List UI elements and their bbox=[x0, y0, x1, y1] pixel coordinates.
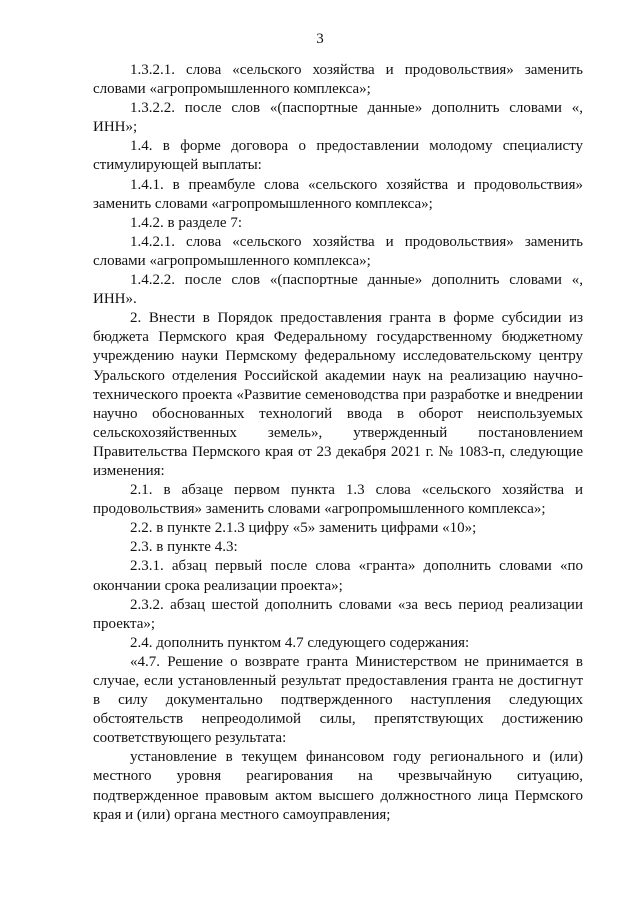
paragraph-2-3-1: 2.3.1. абзац первый после слова «гранта» дополнить словами «по окончании срока реализации проекта»; bbox=[93, 558, 583, 594]
paragraph-2-1: 2.1. в абзаце первом пункта 1.3 слова «сельского хозяйства и продовольствия» заменить словами «агропромышленного комплекса»; bbox=[93, 482, 583, 518]
paragraph-4-7: «4.7. Решение о возврате гранта Министерством не принимается в случае, если установленный результат предоставления гранта не достигнут в силу документально подтвержденного наступления следующих обстоятельств непреодолимой силы, препятствующих достижению соответствующего результата: bbox=[93, 653, 583, 747]
paragraph-1-4: 1.4. в форме договора о предоставлении молодому специалисту стимулирующей выплаты: bbox=[93, 138, 583, 174]
paragraph-emergency-regime: установление в текущем финансовом году регионального и (или) местного уровня реагирования на чрезвычайную ситуацию, подтвержденное правовым актом высшего должностного лица Пермского края и (или) органа местного самоуправления; bbox=[93, 749, 583, 823]
paragraph-2-3: 2.3. в пункте 4.3: bbox=[130, 539, 238, 556]
document-body bbox=[93, 61, 583, 825]
paragraph-1-3-2-2: 1.3.2.2. после слов «(паспортные данные» дополнить словами «, ИНН»; bbox=[93, 100, 583, 136]
paragraph-2-2: 2.2. в пункте 2.1.3 цифру «5» заменить цифрами «10»; bbox=[130, 520, 477, 537]
paragraph-1-3-2-1: 1.3.2.1. слова «сельского хозяйства и продовольствия» заменить словами «агропромышленного комплекса»; bbox=[93, 62, 583, 98]
paragraph-1-4-2: 1.4.2. в разделе 7: bbox=[130, 214, 242, 231]
paragraph-2: 2. Внести в Порядок предоставления гранта в форме субсидии из бюджета Пермского края Федеральному государственному бюджетному учреждению науки Пермскому федеральному исследовательскому центру Уральского отделения Российской академии наук на реализацию научно-технического проекта «Развитие семеноводства при разработке и внедрении научно обоснованных технологий ввода в оборот неиспользуемых сельскохозяйственных земель», утвержденный постановлением Правительства Пермского края от 23 декабря 2021 г. № 1083-п, следующие изменения: bbox=[93, 310, 583, 479]
paragraph-1-4-2-2: 1.4.2.2. после слов «(паспортные данные» дополнить словами «, ИНН». bbox=[93, 272, 583, 308]
page-number: 3 bbox=[316, 31, 324, 47]
paragraph-1-4-2-1: 1.4.2.1. слова «сельского хозяйства и продовольствия» заменить словами «агропромышленного комплекса»; bbox=[93, 233, 583, 269]
paragraph-2-4: 2.4. дополнить пунктом 4.7 следующего содержания: bbox=[130, 634, 470, 651]
paragraph-1-4-1: 1.4.1. в преамбуле слова «сельского хозяйства и продовольствия» заменить словами «агропромышленного комплекса»; bbox=[93, 176, 583, 212]
paragraph-2-3-2: 2.3.2. абзац шестой дополнить словами «за весь период реализации проекта»; bbox=[93, 596, 583, 632]
